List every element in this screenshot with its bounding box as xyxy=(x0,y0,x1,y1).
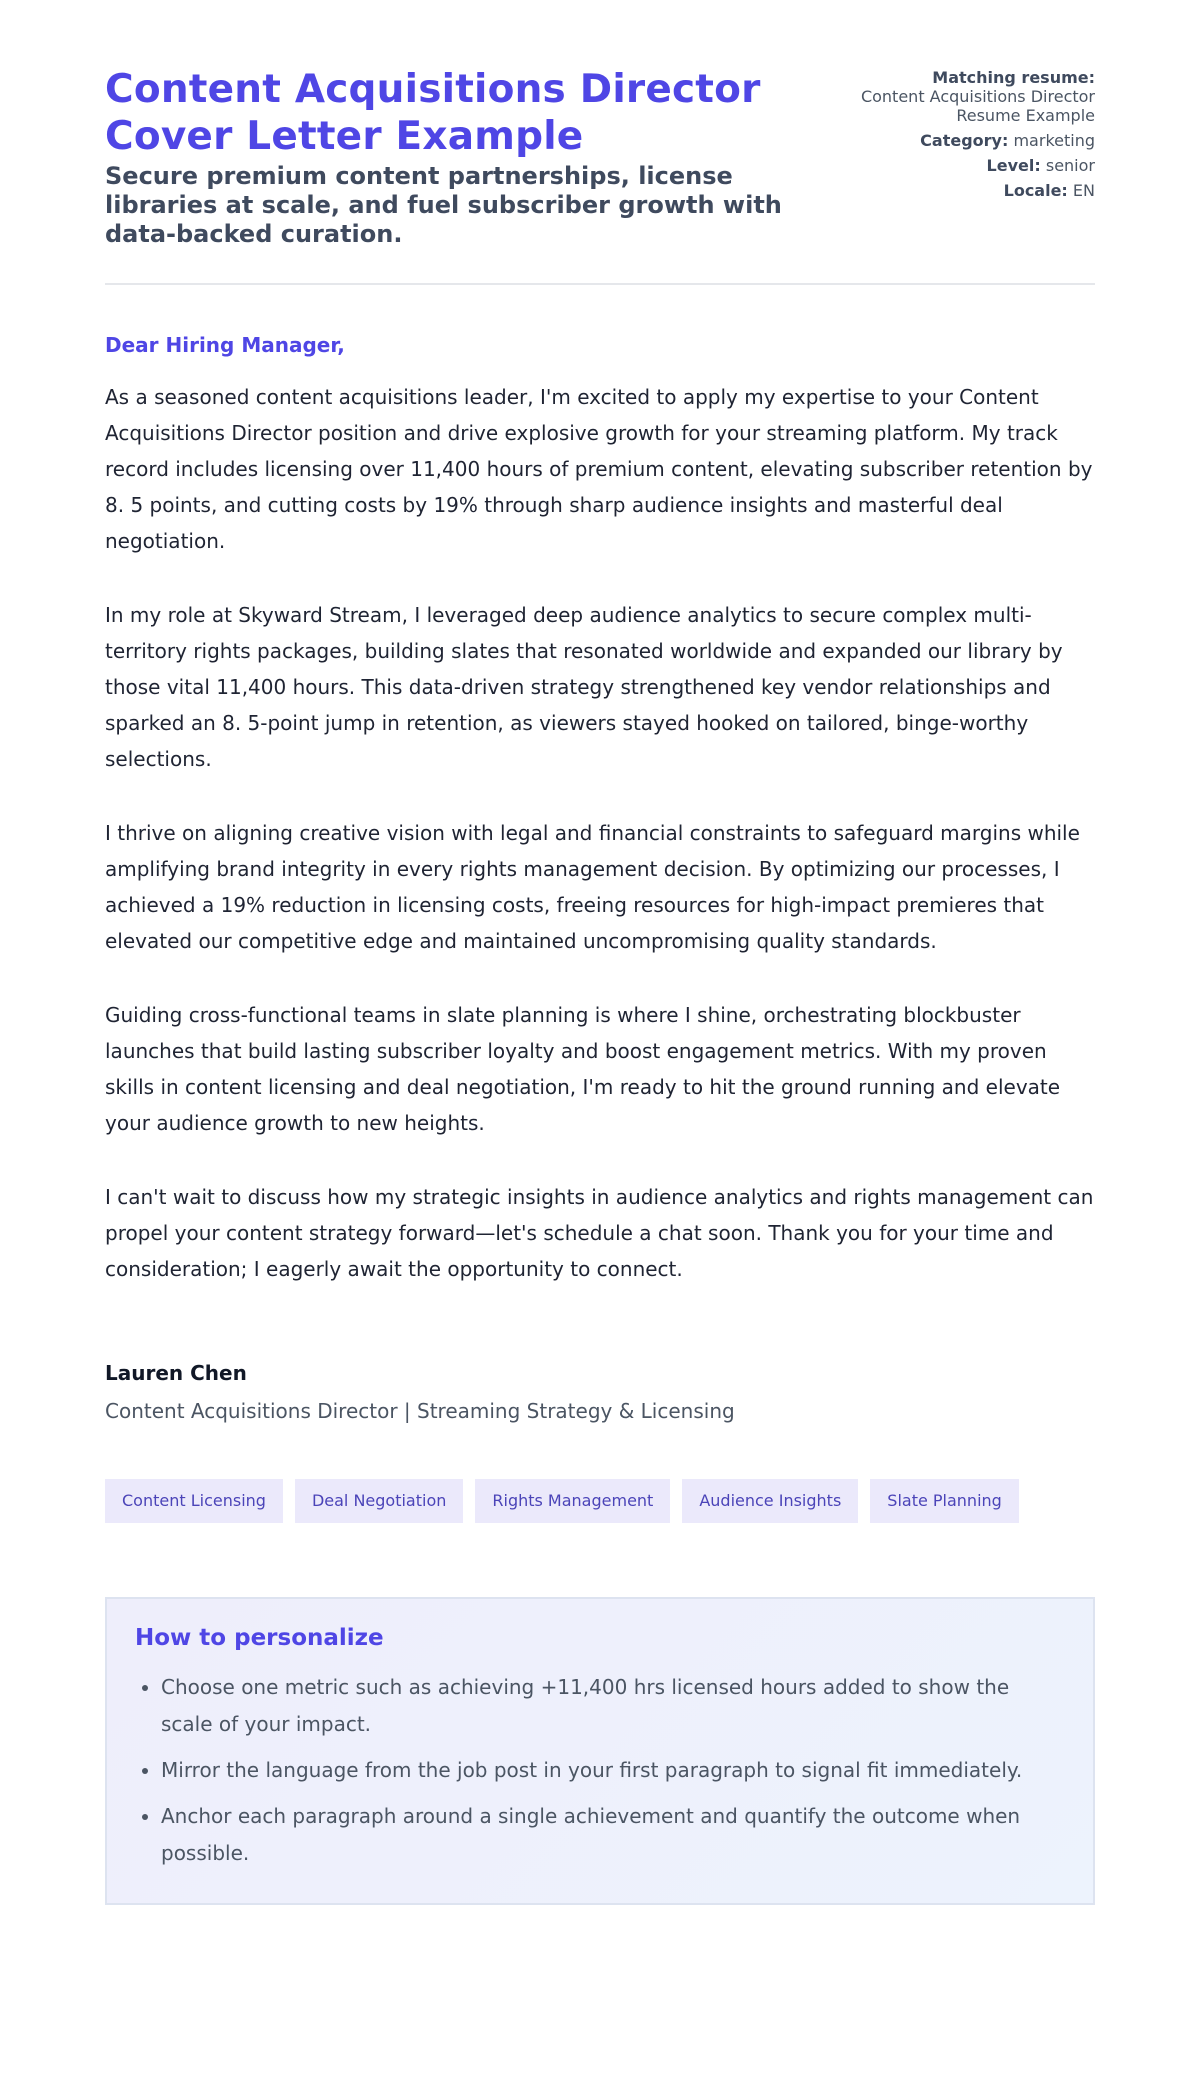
skill-tag: Deal Negotiation xyxy=(295,1479,463,1523)
greeting: Dear Hiring Manager, xyxy=(105,333,345,357)
page-subtitle: Secure premium content partnerships, license libraries at scale, and fuel subscriber growth with data-backed curation. xyxy=(105,162,782,248)
meta-info xyxy=(855,66,1095,206)
letter-paragraph: Guiding cross-functional teams in slate planning is where I shine, orchestrating blockbuster launches that build lasting subscriber loyalty and boost engagement metrics. With my proven skills in content licensing and deal negotiation, I'm ready to hit the ground running and elevate your audience growth to new heights. xyxy=(105,1003,1061,1135)
tip-item: • Choose one metric such as achieving +11,400 hrs licensed hours added to show the scale of your impact. xyxy=(161,1669,1065,1743)
meta-level xyxy=(855,156,1095,175)
matching-resume-link[interactable]: Content Acquisitions Director Resume Example xyxy=(860,87,1095,125)
letter-paragraph: As a seasoned content acquisitions leader, I'm excited to apply my expertise to your Content Acquisitions Director position and drive explosive growth for your streaming platform. My track record includes licensing over 11,400 hours of premium content, elevating subscriber retention by 8. 5 points, and cutting costs by 19% through sharp audience insights and masterful deal negotiation. xyxy=(105,385,1093,553)
letter-paragraph: I can't wait to discuss how my strategic insights in audience analytics and rights management can propel your content strategy forward—let's schedule a chat soon. Thank you for your time and consideration; I eagerly await the opportunity to connect. xyxy=(105,1185,1094,1281)
category-label: Category: xyxy=(920,131,1009,150)
locale-value: EN xyxy=(1072,181,1095,200)
page-title: Content Acquisitions Director Cover Letter Example xyxy=(105,67,761,159)
meta-matching-resume xyxy=(855,68,1095,125)
meta-category xyxy=(855,131,1095,150)
letter-body xyxy=(105,285,1095,1423)
signature xyxy=(105,1361,1095,1423)
personalize-tips-box xyxy=(105,1597,1095,1905)
header-titles xyxy=(105,66,795,249)
tips-list xyxy=(135,1669,1065,1872)
level-label: Level: xyxy=(986,156,1041,175)
cover-letter-page xyxy=(105,0,1095,1905)
page-header xyxy=(105,66,1095,285)
matching-resume-label: Matching resume: xyxy=(932,68,1095,87)
tip-item: • Mirror the language from the job post in your first paragraph to signal fit immediately. xyxy=(161,1752,1065,1789)
skill-tag: Rights Management xyxy=(475,1479,670,1523)
skill-tags xyxy=(105,1479,1095,1523)
level-value: senior xyxy=(1045,156,1095,175)
tips-title: How to personalize xyxy=(135,1625,384,1651)
category-value: marketing xyxy=(1013,131,1095,150)
signature-title: Content Acquisitions Director | Streaming Strategy & Licensing xyxy=(105,1399,735,1423)
meta-locale xyxy=(855,181,1095,200)
letter-paragraph: I thrive on aligning creative vision with legal and financial constraints to safeguard margins while amplifying brand integrity in every rights management decision. By optimizing our processes, I achieved a 19% reduction in licensing costs, freeing resources for high-impact premieres that elevated our competitive edge and maintained uncompromising quality standards. xyxy=(105,821,1080,953)
locale-label: Locale: xyxy=(1003,181,1068,200)
skill-tag: Audience Insights xyxy=(682,1479,858,1523)
skill-tag: Content Licensing xyxy=(105,1479,283,1523)
signature-name: Lauren Chen xyxy=(105,1361,247,1385)
letter-paragraph: In my role at Skyward Stream, I leveraged deep audience analytics to secure complex multi-territory rights packages, building slates that resonated worldwide and expanded our library by those vital 11,400 hours. This data-driven strategy strengthened key vendor relationships and sparked an 8. 5-point jump in retention, as viewers stayed hooked on tailored, binge-worthy selections. xyxy=(105,603,1063,771)
tip-item: • Anchor each paragraph around a single achievement and quantify the outcome when possible. xyxy=(161,1798,1065,1872)
skill-tag: Slate Planning xyxy=(870,1479,1019,1523)
